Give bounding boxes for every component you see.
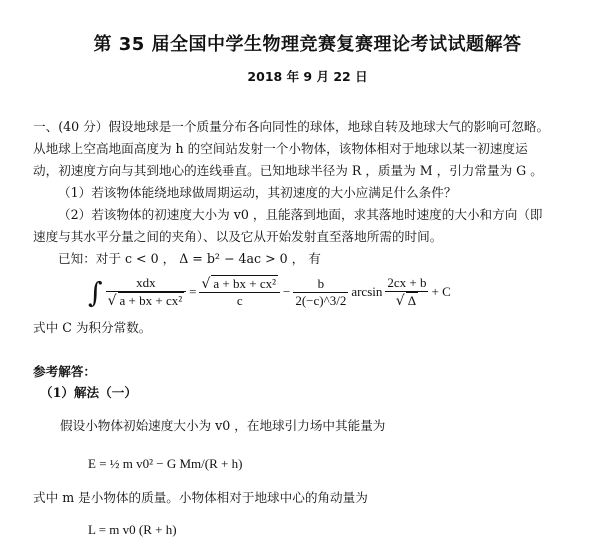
rhs-term-2-denominator: 2(−c)^3/2 <box>295 292 347 308</box>
rhs-term-3-denominator: Δ <box>407 293 417 308</box>
integrand-denominator: a + bx + cx² <box>119 293 183 308</box>
energy-equation-text: E = ½ m v0² − G Mm/(R + h) <box>88 456 243 471</box>
integration-constant: + C <box>431 284 451 299</box>
rhs-term-2 <box>293 276 348 309</box>
solution-heading: 参考解答： <box>33 364 96 379</box>
integrand-numerator: xdx <box>106 275 187 292</box>
solution-part-1: （1）解法（一） <box>40 385 137 400</box>
known-condition: 已知：对于 c < 0 ， Δ = b² − 4ac > 0 ， 有 <box>58 251 321 266</box>
problem-line-1: 一、(40 分）假设地球是一个质量分布各向同性的球体，地球自转及地球大气的影响可忽略。 <box>33 119 550 134</box>
rhs-term-3: $\frac{2cx + b}{√ \Delta}$ <box>387 275 427 309</box>
energy-equation <box>88 446 242 482</box>
angular-momentum-equation: L = m v0 (R + h) <box>88 522 177 537</box>
problem-line-3: 动，初速度方向与其到地心的连线垂直。已知地球半径为 R ，质量为 M ，引力常量为 G 。 <box>33 163 543 178</box>
integrand-fraction: $\frac{\text{xdx}}{\text{√ a + bx + cx²}}$ <box>106 275 187 309</box>
question-2-line-2: 速度与其水平分量之间的夹角）、以及它从开始发射直至落地所需的时间。 <box>33 229 443 244</box>
integral-sign: ∫ <box>88 275 103 309</box>
question-2-line-1: （2）若该物体的初速度大小为 v0 ，且能落到地面，求其落地时速度的大小和方向（即 <box>58 207 543 222</box>
page-title: 第 35 届全国中学生物理竞赛复赛理论考试试题解答 <box>93 34 522 55</box>
exam-date: 2018 年 9 月 22 日 <box>247 69 368 84</box>
question-1: （1）若该物体能绕地球做周期运动，其初速度的大小应满足什么条件？ <box>58 185 457 200</box>
constant-note: 式中 C 为积分常数。 <box>33 320 152 335</box>
solution-line-2: 式中 m 是小物体的质量。小物体相对于地球中心的角动量为 <box>33 490 368 505</box>
problem-line-2: 从地球上空高地面高度为 h 的空间站发射一个小物体，该物体相对于地球以某一初速度运 <box>33 141 528 156</box>
arcsin-label: arcsin <box>351 284 383 299</box>
rhs-term-1: $\frac{\text{√ a + bx + cx²}}{c}$ <box>199 275 280 309</box>
rhs-term-3-numerator: 2cx + b <box>387 275 427 290</box>
rhs-term-1-numerator: a + bx + cx² <box>213 276 276 291</box>
solution-line-1: 假设小物体初始速度大小为 v0 ，在地球引力场中其能量为 <box>60 418 386 433</box>
rhs-term-1-denominator: c <box>236 293 243 308</box>
rhs-term-2-numerator: b <box>293 276 348 293</box>
integral-formula: ∫ $\frac{\text{xdx}}{\text{√ a + bx + cx²}}$ = $\frac{\text{√ a + bx + cx²}}{c}$ − $\frac{b}{2(-c)\^{}3/2}$ arcsin $\frac{2cx + b}{√ \Delta}$ + C <box>88 275 451 309</box>
